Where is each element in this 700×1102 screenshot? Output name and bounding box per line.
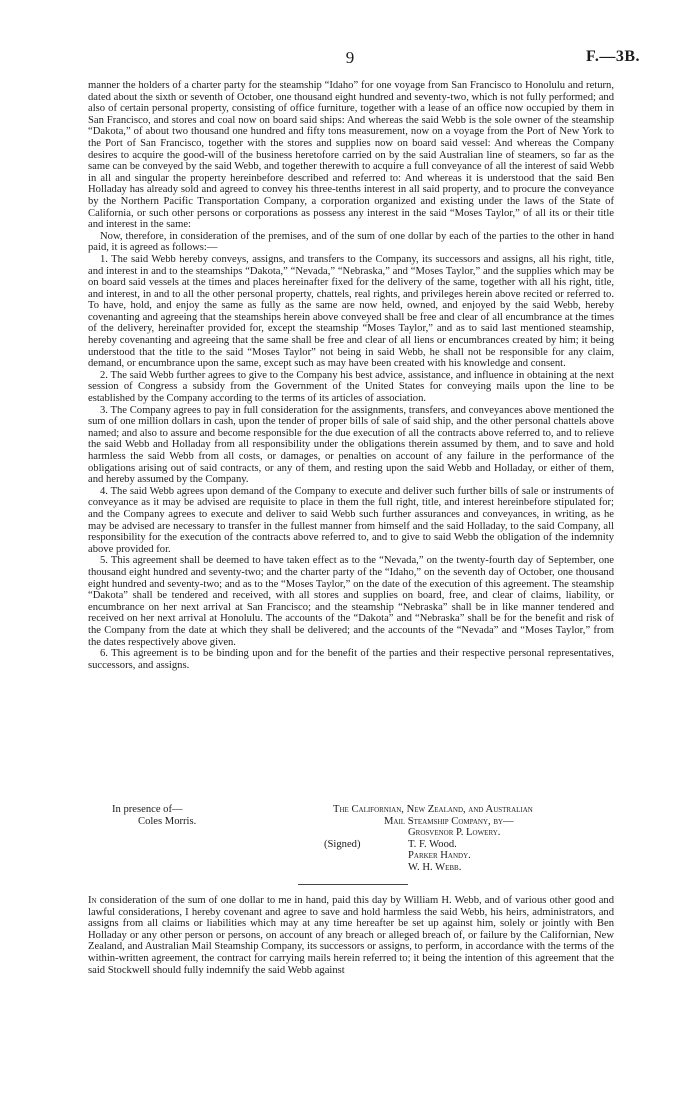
clause-3: 3. The Company agrees to pay in full consideration for the assignments, transfers, and conveyances above mentioned the sum of one million dollars in cash, upon the tender of proper bills of sale of said ship, and the other personal chattels above named; and also to assure and become responsible for the due execution of all the contracts above referred to, and to relieve the said Webb and Holladay from all responsibility under the obligations therein assumed by them, and to save and hold harmless the said Webb from all costs, or damages, or penalties on account of any failure in the performance of the obligations arising out of said contracts, or any of them, and resting upon the said Webb and Holladay, or either of them, and hereby assumed by the Company. (88, 404, 614, 486)
clause-1: 1. The said Webb hereby conveys, assigns, and transfers to the Company, its successors and assigns, all his right, title, and interest in and to the steamships “Dakota,” “Nevada,” “Nebraska,” and “Moses Taylor,” and the supplies which may be on board said vessels at the times and places hereinafter fixed for the delivery of the same, together with all his right, title, and interest, in and to all the other personal property, chattels, real rights, and privileges herein above recited or referred to. To have, hold, and enjoy the same as fully as the same are now held, owned, and enjoyed by the said Webb, hereby covenanting and agreeing that the steamships herein above conveyed shall be free and clear of all encumbrance at the times of the delivery, hereinafter provided for, except the steamship “Moses Taylor,” and as to said last mentioned steamship, hereby covenanting and agreeing that the same shall be free and clear of all liens or encumbrances created by him; it being understood that the title to the said “Moses Taylor” not being in said Webb, he shall not be responsible for any claim, demand, or encumbrance upon the same, except such as may have been created with his knowledge and consent. (88, 253, 614, 370)
document-reference: F.—3B. (586, 48, 640, 65)
page-number: 9 (345, 48, 355, 67)
signatory-name: Parker Handy. (408, 850, 471, 862)
clause-2: 2. The said Webb further agrees to give to the Company his best advice, assistance, and influence in obtaining at the next session of Congress a subsidy from the Government of the United States for conveying mails upon the line to be established by the Company according to the terms of its articles of association. (88, 369, 614, 405)
section-divider (298, 884, 408, 885)
signed-label: (Signed) (324, 838, 361, 850)
witness-label: In presence of— (112, 804, 183, 815)
witness-name: Coles Morris. (138, 815, 197, 827)
paragraph-recital: manner the holders of a charter party for the steamship “Idaho” for one voyage from San Francisco to Honolulu and return, dated about the sixth or seventh of October, one thousand eight hundred and seventy-two, which is not fully performed; and also of certain personal property, consisting of office furniture, together with a lease of an office now occupied by them in San Francisco, and stores and coal now on board said ships: And whereas the said Webb is the sole owner of the steamship “Dakota,” of about two thousand one hundred and fifty tons measurement, now on a voyage from the Port of New York to the Port of San Francisco, together with the stores and supplies now on board said vessel: And whereas the Company desires to acquire the good-will of the business heretofore carried on by the said Australian line of steamers, so far as the same can be conveyed by the said Webb, and together therewith to acquire a full conveyance of all the interest of said Webb in all and singular the property hereinbefore described and referred to: And whereas it is understood that the said Ben Holladay has already sold and agreed to convey his three-tenths interest in all said property, and to procure the conveyance by the Northern Pacific Transportation Company, a corporation organized and existing under the laws of the State of California, or such other persons or corporations as possess any interest in the said “Moses Taylor,” of all its or their title and interest in the same: (88, 80, 614, 231)
agreement-body (88, 80, 614, 671)
company-name-line-1: The Californian, New Zealand, and Australian (333, 804, 533, 815)
clause-4: 4. The said Webb agrees upon demand of the Company to execute and deliver such further bills of sale or instruments of conveyance as it may be advised are requisite to place in them the full right, title, and interest hereinbefore stipulated for; and the Company agrees to execute and deliver to said Webb such further assurances and conveyances, in writing, as he may be advised are necessary to transfer in the fullest manner from himself and the said Holladay, to the said Company, all responsibility for the execution of the contracts above referred to, and to give to said Webb the obligation of the indemnity above provided for. (88, 485, 614, 555)
clause-5: 5. This agreement shall be deemed to have taken effect as to the “Nevada,” on the twenty-fourth day of September, one thousand eight hundred and seventy-two; and the charter party of the “Idaho,” on the seventh day of October, one thousand eight hundred and seventy-two; and as to the “Moses Taylor,” on the date of the execution of this agreement. The steamship “Dakota” shall be tendered and received, with all stores and supplies on board, free, and clear of claims, liability, or encumbrance on her next arrival at San Francisco; and the steamship “Nebraska” shall be in like manner tendered and received on her next arrival at Honolulu. The accounts of the “Dakota” and “Nebraska” shall be for the benefit and risk of the Company from the date at which they shall be delivered; and the accounts of the “Nevada” and “Moses Taylor,” from the dates respectively above given. (88, 555, 614, 648)
signature-block (88, 804, 618, 874)
company-name-line-2: Mail Steamship Company, by— (384, 815, 514, 827)
signatory-name: T. F. Wood. (408, 838, 457, 850)
indemnity-text: consideration of the sum of one dollar to me in hand, paid this day by William H. Webb, and of various other good and lawful considerations, I hereby covenant and agree to save and hold harmless the said Webb, his heirs, administrators, and assigns from all claims or liabilities which may at any time hereafter be set up against him, solely or jointly with Ben Holladay or any other person or persons, on account of any breach or alleged breach of, or failure by the Californian, New Zealand, and Australian Mail Steamship Company, its successors or assigns, to perform, in accordance with the terms of the within-written agreement, the contract for carrying mails herein referred to; it being the intention of this agreement that the said Stockwell should fully indemnify the said Webb against (88, 895, 614, 976)
clause-6: 6. This agreement is to be binding upon and for the benefit of the parties and their respective personal representatives, successors, and assigns. (88, 648, 614, 671)
signatory-name: Grosvenor P. Lowery. (408, 827, 501, 839)
paragraph-now-therefore: Now, therefore, in consideration of the premises, and of the sum of one dollar by each of the parties to the other in hand paid, it is agreed as follows:— (88, 230, 614, 254)
indemnity-paragraph (88, 895, 614, 976)
signatory-name: W. H. Webb. (408, 861, 462, 873)
indemnity-section (88, 895, 614, 976)
lead-word: In (88, 895, 97, 906)
